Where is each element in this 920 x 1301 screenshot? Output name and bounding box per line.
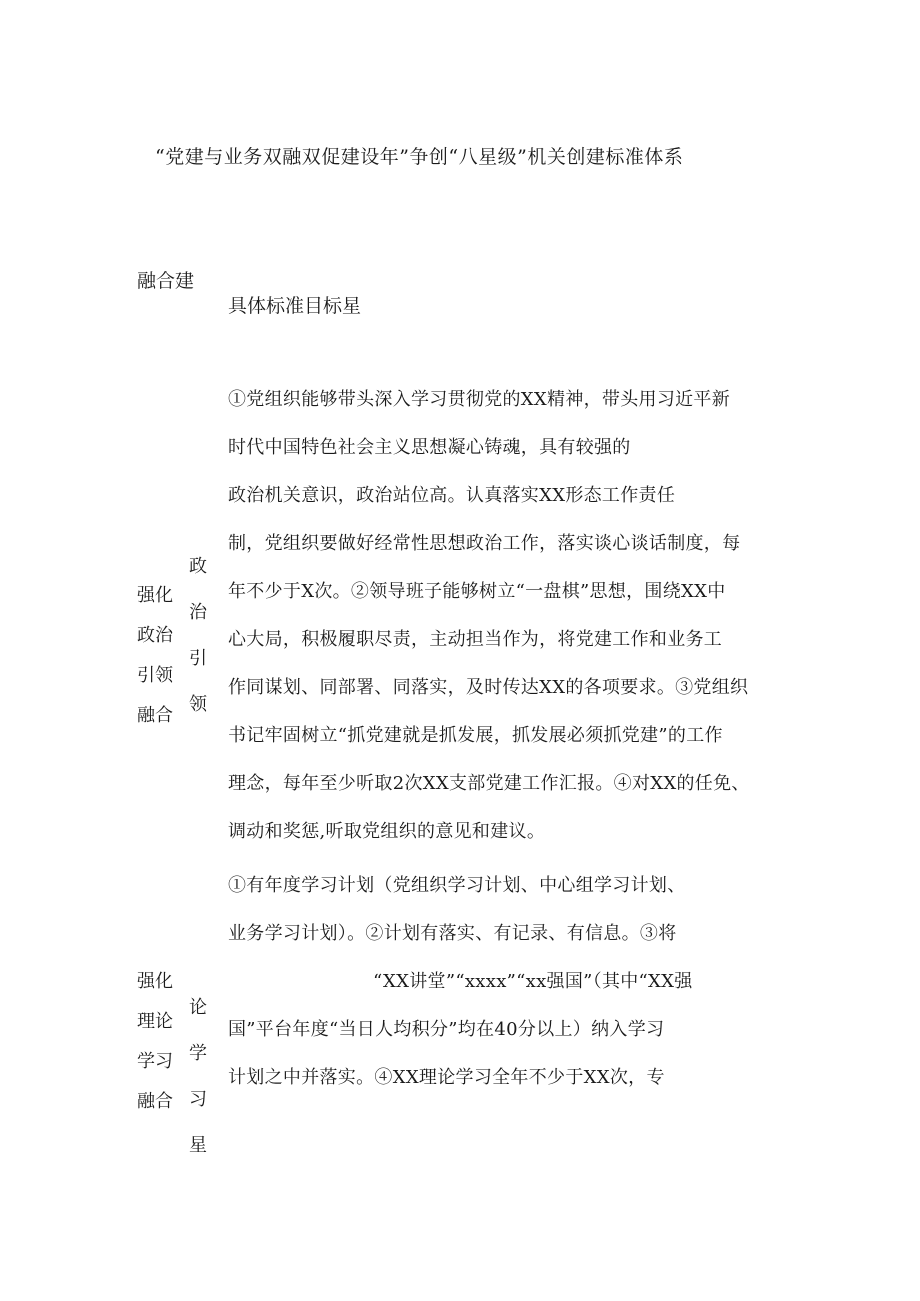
text-line: 心大局，积极履职尽责，主动担当作为，将党建工作和业务工: [228, 629, 723, 650]
text-line: ①党组织能够带头深入学习贯彻党的XX精神，带头用习近平新: [228, 389, 731, 410]
document-title: “党建与业务双融双促建设年”争创“八星级”机关创建标准体系: [155, 146, 684, 168]
section2-star-char: 学: [189, 1043, 207, 1064]
section1-star-vertical: [186, 544, 210, 728]
section1-star-char: 领: [189, 694, 207, 715]
text-line: 国”平台年度“当日人均积分”均在40分以上）纳入学习: [228, 1019, 665, 1040]
section1-label-line: 融合: [137, 705, 173, 726]
section2-label-line: 融合: [137, 1091, 173, 1112]
section2-star-char: 星: [189, 1135, 207, 1156]
section1-label: [137, 576, 173, 736]
section2-label: [137, 962, 173, 1122]
header-fusion-column: 融合建: [137, 270, 195, 292]
text-line: ①有年度学习计划（党组织学习计划、中心组学习计划、: [228, 875, 686, 896]
section1-label-line: 引领: [137, 665, 173, 686]
text-line: 计划之中并落实。④XX理论学习全年不少于XX次，专: [228, 1067, 665, 1088]
section1-star-char: 治: [189, 602, 207, 623]
text-line: 年不少于X次。②领导班子能够树立“一盘棋”思想，围绕XX中: [228, 581, 726, 602]
section2-label-line: 强化: [137, 971, 173, 992]
text-line: 政治机关意识，政治站位高。认真落实XX形态工作责任: [228, 485, 676, 506]
section1-label-line: 强化: [137, 585, 173, 606]
section2-star-char: 习: [189, 1089, 207, 1110]
section2-star-vertical: [186, 985, 210, 1169]
text-line: 作同谋划、同部署、同落实，及时传达XX的各项要求。③党组织: [228, 677, 749, 698]
section2-standard-text: [228, 862, 693, 1102]
section1-standard-text: [228, 376, 750, 856]
section1-star-char: 引: [189, 648, 207, 669]
section2-label-line: 理论: [137, 1011, 173, 1032]
text-line: 时代中国特色社会主义思想凝心铸魂，具有较强的: [228, 437, 631, 458]
header-standard-column: 具体标准目标星: [228, 295, 362, 317]
section1-label-line: 政治: [137, 625, 173, 646]
text-line: 书记牢固树立“抓党建就是抓发展，抓发展必须抓党建”的工作: [228, 725, 723, 746]
text-line: “XX讲堂”“xxxx”“xx强国”（其中“XX强: [373, 971, 693, 992]
text-line: 调动和奖惩,听取党组织的意见和建议。: [228, 821, 546, 842]
text-line: 业务学习计划）。②计划有落实、有记录、有信息。③将: [228, 923, 677, 944]
text-line: 制，党组织要做好经常性思想政治工作，落实谈心谈话制度，每: [228, 533, 741, 554]
section2-label-line: 学习: [137, 1051, 173, 1072]
section1-star-char: 政: [189, 556, 207, 577]
section2-star-char: 论: [189, 997, 207, 1018]
text-line: 理念，每年至少听取2次XX支部党建工作汇报。④对XX的任免、: [228, 773, 750, 794]
